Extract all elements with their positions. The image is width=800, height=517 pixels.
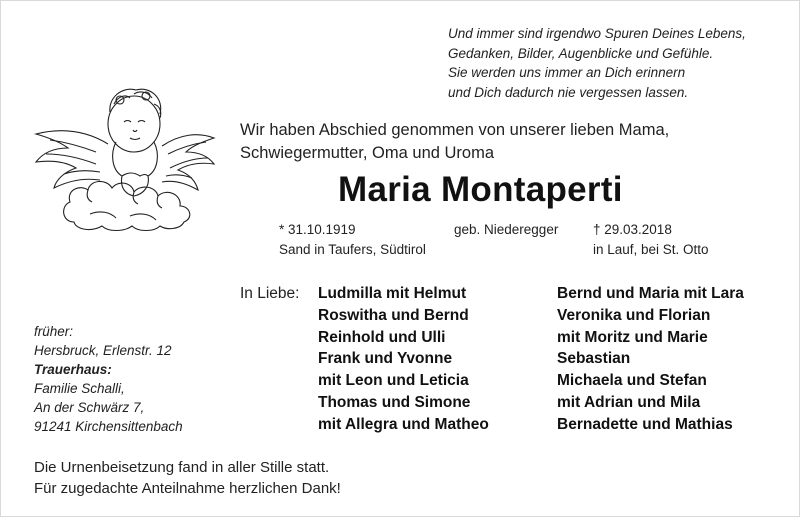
mourner-line: Ludmilla mit Helmut <box>318 285 467 302</box>
mourners-left-column <box>318 283 489 436</box>
mourner-line: mit Adrian und Mila <box>557 393 701 411</box>
mourner-line: mit Leon und Leticia <box>318 372 469 390</box>
former-address: Hersbruck, Erlenstr. 12 <box>34 343 172 358</box>
trauerhaus-line: Familie Schalli, <box>34 381 125 396</box>
trauerhaus-label: Trauerhaus: <box>34 362 112 377</box>
mourner-line: Thomas und Simone <box>318 393 471 411</box>
death-place: in Lauf, bei St. Otto <box>593 242 709 257</box>
address-block <box>34 322 183 436</box>
birth-place: Sand in Taufers, Südtirol <box>279 242 426 257</box>
birth-date: * 31.10.1919 <box>279 222 356 237</box>
deceased-name: Maria Montaperti <box>338 170 623 209</box>
angel-cherub-icon <box>30 82 220 232</box>
poem-line: Sie werden uns immer an Dich erinnern <box>448 65 686 80</box>
intro-line: Schwiegermutter, Oma und Uroma <box>240 143 495 162</box>
mourner-line: Bernadette und Mathias <box>557 415 733 433</box>
footer-text <box>34 458 341 499</box>
poem <box>448 24 788 102</box>
mourner-line: Veronika und Florian <box>557 306 711 324</box>
poem-line: und Dich dadurch nie vergessen lassen. <box>448 84 689 100</box>
intro-line: Wir haben Abschied genommen von unserer lieben Mama, <box>240 121 670 139</box>
mourner-line: Michaela und Stefan <box>557 372 707 390</box>
mourner-line: mit Moritz und Marie <box>557 328 708 346</box>
mourner-line: mit Allegra und Matheo <box>318 415 489 433</box>
trauerhaus-line: An der Schwärz 7, <box>34 400 145 415</box>
in-liebe-label: In Liebe: <box>240 285 300 302</box>
mourner-line: Sebastian <box>557 350 631 368</box>
footer-line: Für zugedachte Anteilnahme herzlichen Dank! <box>34 479 341 497</box>
mourner-line: Frank und Yvonne <box>318 350 453 368</box>
poem-line: Gedanken, Bilder, Augenblicke und Gefühle. <box>448 45 714 61</box>
mourners-right-column <box>557 283 744 436</box>
mourner-line: Roswitha und Bernd <box>318 306 469 324</box>
intro-text <box>240 119 669 164</box>
maiden-name: geb. Niederegger <box>454 222 559 237</box>
trauerhaus-line: 91241 Kirchensittenbach <box>34 419 183 434</box>
mourner-line: Reinhold und Ulli <box>318 328 446 346</box>
mourner-line: Bernd und Maria mit Lara <box>557 285 744 302</box>
poem-line: Und immer sind irgendwo Spuren Deines Lebens, <box>448 26 746 41</box>
footer-line: Die Urnenbeisetzung fand in aller Stille statt. <box>34 459 330 476</box>
former-label: früher: <box>34 324 74 339</box>
death-date: † 29.03.2018 <box>593 222 672 237</box>
